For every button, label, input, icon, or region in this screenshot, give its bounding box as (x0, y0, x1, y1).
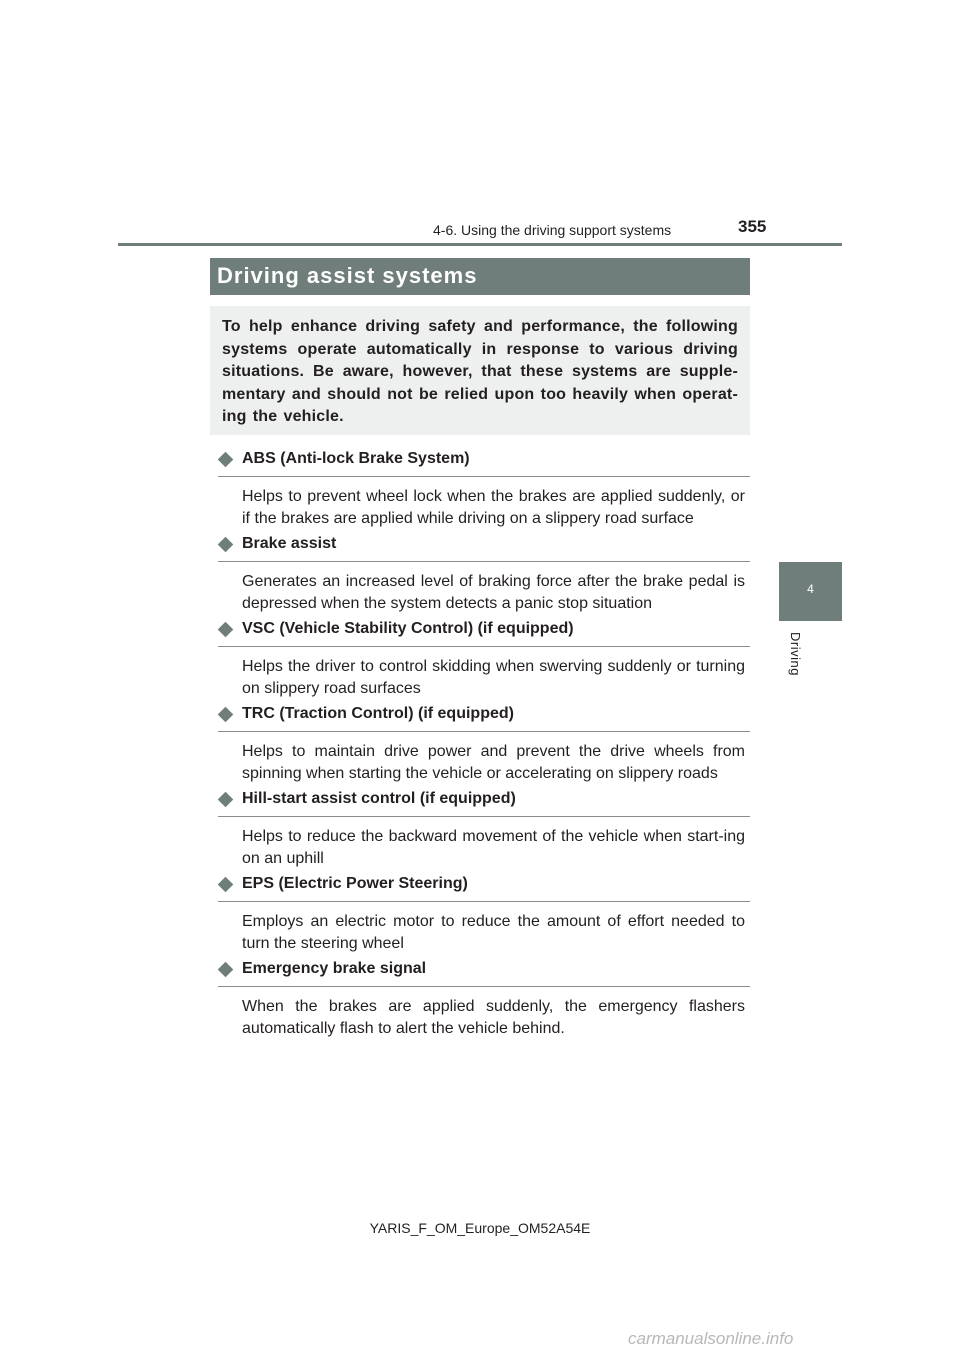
section-title: EPS (Electric Power Steering) (242, 875, 468, 892)
section-heading (218, 450, 750, 477)
section-title: Hill-start assist control (if equipped) (242, 790, 516, 807)
diamond-bullet-icon (218, 792, 234, 808)
section-eps (218, 875, 750, 956)
intro-text: To help enhance driving safety and performance, the following systems operate automatically in response to various driving situations. Be aware, however, that these systems are supple-mentary and should not be relied upon too heavily when operat-ing the vehicle. (222, 318, 738, 426)
section-body: Generates an increased level of braking force after the brake pedal is depressed when the system detects a panic stop situation (242, 573, 745, 613)
section-brake-assist (218, 535, 750, 616)
chapter-number: 4 (807, 582, 814, 596)
section-heading (218, 960, 750, 987)
section-vsc (218, 620, 750, 701)
section-body: Helps the driver to control skidding when swerving suddenly or turning on slippery road surfaces (242, 658, 745, 698)
section-title: ABS (Anti-lock Brake System) (242, 450, 470, 467)
section-emergency-brake-signal (218, 960, 750, 1041)
chapter-tab (779, 562, 842, 621)
document-code-footer: YARIS_F_OM_Europe_OM52A54E (369, 1220, 591, 1236)
diamond-bullet-icon (218, 877, 234, 893)
chapter-name: Driving (788, 632, 803, 676)
section-heading (218, 705, 750, 732)
page-number: 355 (738, 217, 767, 236)
page-title: Driving assist systems (217, 263, 478, 288)
section-title: TRC (Traction Control) (if equipped) (242, 705, 514, 722)
section-body: Helps to prevent wheel lock when the brakes are applied suddenly, or if the brakes are applied while driving on a slippery road surface (242, 488, 745, 528)
diamond-bullet-icon (218, 452, 234, 468)
section-body: Employs an electric motor to reduce the amount of effort needed to turn the steering wheel (242, 913, 745, 953)
section-trc (218, 705, 750, 786)
section-title: Brake assist (242, 535, 337, 552)
section-abs (218, 450, 750, 531)
intro-box (210, 306, 750, 435)
section-body: Helps to reduce the backward movement of the vehicle when start-ing on an uphill (242, 828, 745, 868)
page-title-bar (210, 258, 750, 295)
section-hill-start-assist (218, 790, 750, 871)
running-header: 4-6. Using the driving support systems (433, 222, 672, 238)
diamond-bullet-icon (218, 707, 234, 723)
watermark: carmanualsonline.info (628, 1329, 794, 1348)
section-title: VSC (Vehicle Stability Control) (if equipped) (242, 620, 574, 637)
section-heading (218, 790, 750, 817)
header-divider (118, 243, 842, 246)
section-title: Emergency brake signal (242, 960, 427, 977)
diamond-bullet-icon (218, 962, 234, 978)
section-heading (218, 620, 750, 647)
diamond-bullet-icon (218, 622, 234, 638)
section-body: When the brakes are applied suddenly, the emergency flashers automatically flash to alert the vehicle behind. (242, 998, 745, 1038)
section-heading (218, 875, 750, 902)
diamond-bullet-icon (218, 537, 234, 553)
section-heading (218, 535, 750, 562)
section-body: Helps to maintain drive power and prevent the drive wheels from spinning when starting the vehicle or accelerating on slippery roads (242, 743, 745, 783)
